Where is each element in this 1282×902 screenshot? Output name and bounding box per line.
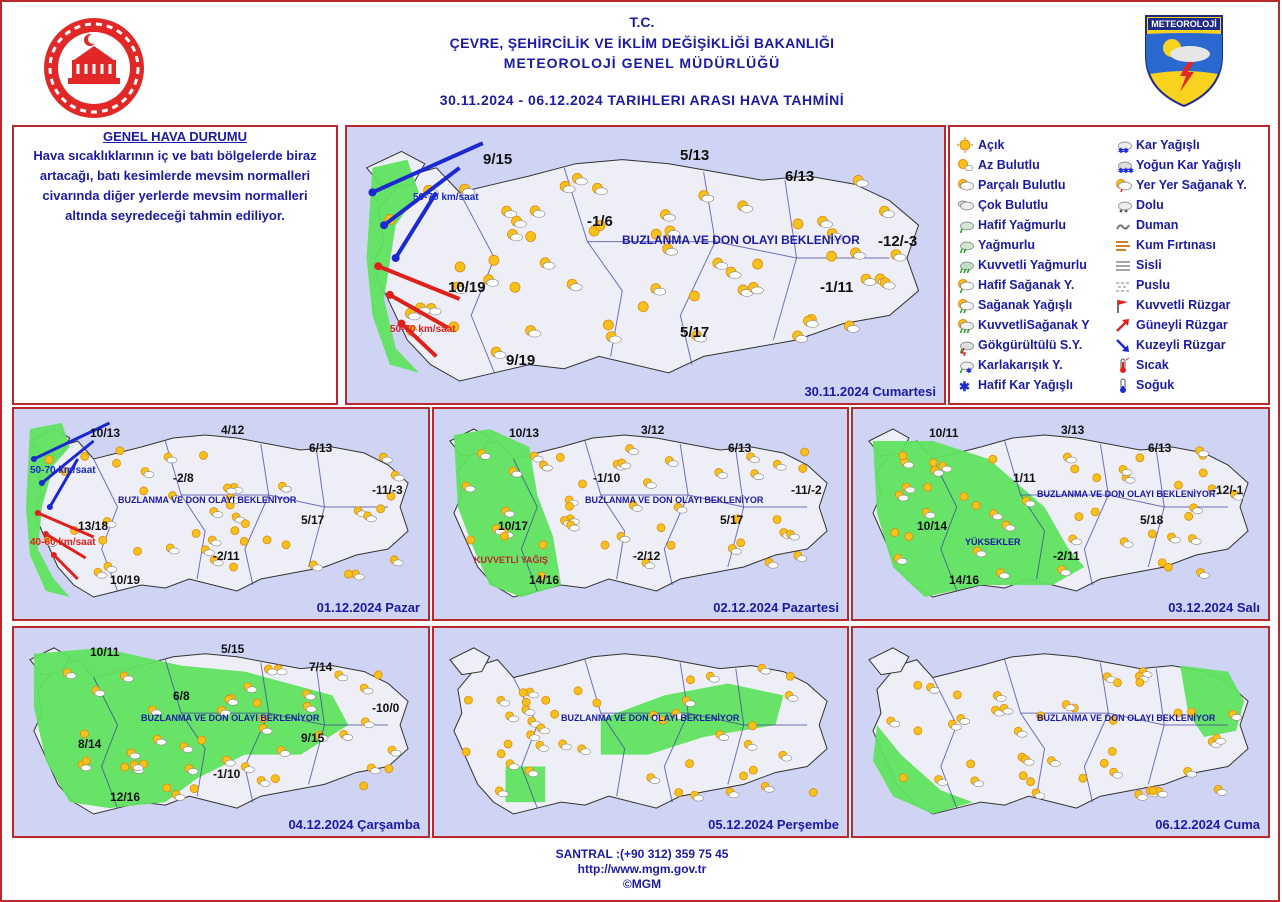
legend-item bbox=[1114, 135, 1274, 155]
legend-label: Parçalı Bulutlu bbox=[978, 178, 1066, 192]
svg-text:✱: ✱ bbox=[1128, 168, 1134, 175]
map-date-label: 30.11.2024 Cumartesi bbox=[804, 384, 936, 399]
legend-item bbox=[956, 275, 1106, 295]
partly-cloudy-icon bbox=[99, 536, 107, 544]
temperature-label: 14/16 bbox=[529, 573, 560, 587]
legend-item bbox=[1114, 375, 1274, 395]
map-date-label: 06.12.2024 Cuma bbox=[1155, 817, 1260, 832]
forecast-map-day1 bbox=[12, 407, 430, 621]
svg-text:✱: ✱ bbox=[1118, 168, 1124, 175]
map-date-label: 01.12.2024 Pazar bbox=[316, 600, 420, 615]
partly-cloudy-icon bbox=[263, 536, 271, 544]
temperature-label: -2/12 bbox=[633, 549, 661, 563]
partly-cloudy-icon bbox=[899, 452, 907, 460]
partly-cloudy-icon bbox=[134, 547, 142, 555]
map-extra-note: YÜKSEKLER bbox=[965, 537, 1021, 547]
sun-icon bbox=[1071, 465, 1079, 473]
temperature-label: 7/14 bbox=[309, 660, 333, 674]
legend-item bbox=[1114, 275, 1274, 295]
legend-label: Karlakarışık Y. bbox=[978, 358, 1063, 372]
temperature-label: 6/13 bbox=[728, 441, 752, 455]
temperature-label: 12/16 bbox=[110, 790, 141, 804]
legend-label: Sisli bbox=[1136, 258, 1162, 272]
sun-icon bbox=[749, 766, 757, 774]
legend-label: Dolu bbox=[1136, 198, 1164, 212]
header-forecast-range: 30.11.2024 - 06.12.2024 TARIHLERI ARASI HAVA TAHMİNİ bbox=[439, 92, 845, 108]
north-wind-speed: 50-70 km/saat bbox=[30, 465, 96, 476]
legend-item bbox=[956, 375, 1106, 395]
partly-cloudy-icon bbox=[240, 537, 248, 545]
temperature-label: 10/14 bbox=[917, 519, 948, 533]
svg-text:✱: ✱ bbox=[1118, 148, 1124, 155]
header-directorate: METEOROLOJİ GENEL MÜDÜRLÜĞÜ bbox=[503, 55, 781, 71]
temperature-label: -2/11 bbox=[213, 549, 240, 563]
legend-label: Soğuk bbox=[1136, 378, 1175, 392]
heavy-rain-icon bbox=[956, 257, 974, 273]
partly-cloudy-icon bbox=[526, 232, 536, 242]
temperature-label: 6/13 bbox=[309, 441, 333, 455]
partly-cloudy-icon bbox=[827, 251, 837, 261]
frost-warning-note: BUZLANMA VE DON OLAYI BEKLENİYOR bbox=[561, 713, 740, 723]
temperature-label: 5/17 bbox=[680, 324, 710, 341]
partly-cloudy-icon bbox=[116, 447, 124, 455]
legend-label: Kar Yağışlı bbox=[1136, 138, 1200, 152]
map-canvas bbox=[347, 127, 944, 403]
partly-cloudy-icon bbox=[556, 453, 564, 461]
temperature-label: 5/17 bbox=[720, 513, 744, 527]
sun-icon bbox=[489, 255, 499, 265]
general-weather-text: Hava sıcaklıklarının iç ve batı bölgelerde biraz artacağı, batı kesimlerde mevsim normalleri civarında diğer yerlerde mevsim normalleri altında seyredeceği tahmin ediliyor. bbox=[33, 148, 317, 223]
map-date-label: 05.12.2024 Perşembe bbox=[708, 817, 839, 832]
sun-icon bbox=[455, 262, 465, 272]
temperature-label: 10/19 bbox=[448, 279, 486, 296]
legend-item bbox=[956, 135, 1106, 155]
temperature-label: -1/10 bbox=[593, 471, 621, 485]
sun-icon bbox=[230, 563, 238, 571]
temperature-label: 1/11 bbox=[1013, 471, 1036, 485]
temperature-label: 10/11 bbox=[929, 426, 959, 440]
partly-cloudy-icon bbox=[81, 452, 89, 460]
sun-icon bbox=[199, 451, 207, 459]
legend-item bbox=[1114, 295, 1274, 315]
partly-cloudy-icon bbox=[1027, 778, 1035, 786]
partly-cloudy-icon bbox=[360, 782, 368, 790]
legend-item bbox=[956, 295, 1106, 315]
temperature-label: 10/13 bbox=[509, 426, 540, 440]
sun-icon bbox=[667, 541, 675, 549]
temperature-label: 3/12 bbox=[641, 423, 665, 437]
temperature-label: -11/-3 bbox=[372, 483, 403, 497]
sun-icon bbox=[1136, 678, 1144, 686]
sun-icon bbox=[914, 681, 922, 689]
legend-label: Hafif Yağmurlu bbox=[978, 218, 1066, 232]
partly-cloudy-icon bbox=[519, 689, 527, 697]
sun-icon bbox=[1108, 747, 1116, 755]
legend-label: Duman bbox=[1136, 218, 1179, 232]
legend-item bbox=[956, 255, 1106, 275]
sun-icon bbox=[1174, 481, 1182, 489]
partly-cloudy-icon bbox=[686, 760, 694, 768]
south-wind-icon bbox=[1114, 317, 1132, 333]
sun-icon bbox=[740, 772, 748, 780]
temperature-label: 10/17 bbox=[498, 519, 529, 533]
temperature-label: 6/8 bbox=[173, 689, 190, 703]
legend-item bbox=[1114, 175, 1274, 195]
temperature-label: 10/11 bbox=[90, 645, 120, 659]
legend-item bbox=[1114, 215, 1274, 235]
temperature-label: 10/19 bbox=[110, 573, 141, 587]
frost-warning-note: BUZLANMA VE DON OLAYI BEKLENİYOR bbox=[141, 713, 320, 723]
light-snow-icon bbox=[956, 377, 974, 393]
temperature-label: -12/-3 bbox=[878, 233, 918, 250]
sun-small-cloud-icon bbox=[956, 157, 974, 173]
cold-icon bbox=[1114, 377, 1132, 393]
map-extra-note: KUVVETLİ YAĞIŞ bbox=[474, 555, 549, 565]
temperature-label: -10/0 bbox=[372, 701, 400, 715]
partly-cloudy-icon bbox=[497, 750, 505, 758]
partly-cloudy-icon bbox=[163, 784, 171, 792]
partly-cloudy-icon bbox=[1185, 512, 1193, 520]
legend-label: Kuvvetli Rüzgar bbox=[1136, 298, 1231, 312]
legend-label: Sıcak bbox=[1136, 358, 1169, 372]
forecast-map-day0 bbox=[345, 125, 946, 405]
svg-text:✱: ✱ bbox=[966, 368, 972, 375]
temperature-label: 4/12 bbox=[221, 423, 245, 437]
sun-icon bbox=[198, 736, 206, 744]
legend-item bbox=[956, 235, 1106, 255]
legend-item bbox=[956, 335, 1106, 355]
legend-item bbox=[956, 195, 1106, 215]
sun-icon bbox=[1079, 774, 1087, 782]
legend-label: Puslu bbox=[1136, 278, 1171, 292]
header-ministry: ÇEVRE, ŞEHİRCİLİK VE İKLİM DEĞİŞİKLİĞİ BAKANLIĞI bbox=[449, 35, 835, 51]
temperature-label: -1/11 bbox=[820, 279, 854, 296]
partly-cloudy-icon bbox=[1149, 787, 1157, 795]
sun-icon bbox=[737, 539, 745, 547]
sun-icon bbox=[638, 302, 648, 312]
sun-icon bbox=[687, 676, 695, 684]
temperature-label: 5/17 bbox=[301, 513, 325, 527]
temperature-label: -11/-2 bbox=[791, 483, 822, 497]
temperature-label: 10/13 bbox=[90, 426, 121, 440]
map-date-label: 02.12.2024 Pazartesi bbox=[713, 600, 839, 615]
sun-icon bbox=[1019, 772, 1027, 780]
temperature-label: 5/13 bbox=[680, 147, 710, 164]
forecast-map-day4 bbox=[12, 626, 430, 838]
legend-label: Az Bulutlu bbox=[978, 158, 1040, 172]
partly-cloudy-icon bbox=[657, 524, 665, 532]
frost-warning-note: BUZLANMA VE DON OLAYI BEKLENİYOR bbox=[1037, 489, 1216, 499]
legend-label: Kum Fırtınası bbox=[1136, 238, 1216, 252]
partly-cloudy-icon bbox=[956, 177, 974, 193]
header-tc: T.C. bbox=[629, 14, 655, 30]
temperature-label: 13/18 bbox=[78, 519, 109, 533]
legend-label: Kuvvetli Yağmurlu bbox=[978, 258, 1087, 272]
partly-cloudy-icon bbox=[282, 541, 290, 549]
sun-icon bbox=[231, 527, 239, 535]
sun-icon bbox=[914, 727, 922, 735]
sun-icon bbox=[551, 710, 559, 718]
sun-icon bbox=[522, 698, 530, 706]
sandstorm-icon bbox=[1114, 237, 1132, 253]
logo-text: METEOROLOJİ bbox=[1151, 19, 1217, 29]
cloudy-icon bbox=[956, 197, 974, 213]
partly-cloudy-icon bbox=[1091, 508, 1099, 516]
sun-icon bbox=[989, 455, 997, 463]
frost-warning-note: BUZLANMA VE DON OLAYI BEKLENİYOR bbox=[622, 233, 860, 247]
map-canvas bbox=[434, 409, 847, 619]
sun-icon bbox=[929, 459, 937, 467]
heavy-snow-icon bbox=[1114, 157, 1132, 173]
legend-item bbox=[1114, 355, 1274, 375]
sleet-icon bbox=[956, 357, 974, 373]
sun-icon bbox=[891, 529, 899, 537]
general-weather-panel bbox=[12, 125, 338, 405]
legend-item bbox=[1114, 235, 1274, 255]
legend-label: Yoğun Kar Yağışlı bbox=[1136, 158, 1242, 172]
sun-icon bbox=[82, 757, 90, 765]
map-date-label: 04.12.2024 Çarşamba bbox=[288, 817, 420, 832]
south-wind-speed: 50-70 km/saat bbox=[390, 324, 456, 335]
frost-warning-note: BUZLANMA VE DON OLAYI BEKLENİYOR bbox=[585, 495, 764, 505]
sun-icon bbox=[773, 515, 781, 523]
partly-cloudy-icon bbox=[799, 465, 807, 473]
general-weather-title: GENEL HAVA DURUMU bbox=[103, 129, 247, 144]
partly-cloudy-icon bbox=[539, 541, 547, 549]
sun-icon bbox=[542, 696, 550, 704]
legend-item bbox=[1114, 335, 1274, 355]
sun-icon bbox=[956, 137, 974, 153]
partly-cloudy-icon bbox=[377, 505, 385, 513]
temperature-label: -1/6 bbox=[587, 213, 613, 230]
sun-icon bbox=[140, 487, 148, 495]
forecast-map-day6 bbox=[851, 626, 1270, 838]
legend-label: Hafif Kar Yağışlı bbox=[978, 378, 1073, 392]
map-canvas bbox=[853, 409, 1268, 619]
partly-cloudy-icon bbox=[500, 532, 508, 540]
sun-icon bbox=[967, 760, 975, 768]
legend-label: Hafif Sağanak Y. bbox=[978, 278, 1075, 292]
temperature-label: 6/13 bbox=[1148, 441, 1172, 455]
partly-cloudy-icon bbox=[960, 492, 968, 500]
partly-cloudy-icon bbox=[464, 696, 472, 704]
sun-icon bbox=[190, 785, 198, 793]
temperature-label: 14/16 bbox=[949, 573, 980, 587]
partly-cloudy-icon bbox=[1100, 759, 1108, 767]
legend-item bbox=[1114, 255, 1274, 275]
sun-icon bbox=[689, 291, 699, 301]
forecast-map-day5 bbox=[432, 626, 849, 838]
legend-item bbox=[956, 315, 1106, 335]
partly-cloudy-icon bbox=[753, 259, 763, 269]
thunderstorm-icon bbox=[956, 337, 974, 353]
sun-icon bbox=[801, 448, 809, 456]
rain-icon bbox=[956, 237, 974, 253]
partly-cloudy-icon bbox=[809, 788, 817, 796]
legend-panel bbox=[948, 125, 1270, 405]
legend-label: Güneyli Rüzgar bbox=[1136, 318, 1228, 332]
sun-icon bbox=[953, 691, 961, 699]
partly-cloudy-icon bbox=[504, 740, 512, 748]
partly-cloudy-icon bbox=[112, 459, 120, 467]
legend-item bbox=[956, 355, 1106, 375]
forecast-map-day3 bbox=[851, 407, 1270, 621]
partly-cloudy-icon bbox=[1148, 530, 1156, 538]
partly-cloudy-icon bbox=[593, 699, 601, 707]
legend-item bbox=[956, 215, 1106, 235]
temperature-label: 6/13 bbox=[785, 168, 815, 185]
legend-item bbox=[1114, 315, 1274, 335]
partly-cloudy-icon bbox=[899, 774, 907, 782]
light-shower-icon bbox=[956, 277, 974, 293]
temperature-label: 3/13 bbox=[1061, 423, 1085, 437]
legend-item bbox=[956, 155, 1106, 175]
shower-icon bbox=[956, 297, 974, 313]
north-wind-speed: 50-70 km/saat bbox=[413, 192, 479, 203]
mist-icon bbox=[1114, 277, 1132, 293]
partly-cloudy-icon bbox=[1113, 679, 1121, 687]
sun-icon bbox=[565, 502, 573, 510]
temperature-label: -2/8 bbox=[173, 471, 194, 485]
partly-cloudy-icon bbox=[1093, 474, 1101, 482]
map-canvas bbox=[853, 628, 1268, 836]
partly-cloudy-icon bbox=[972, 501, 980, 509]
hail-icon bbox=[1114, 197, 1132, 213]
heavy-shower-icon bbox=[956, 317, 974, 333]
sun-icon bbox=[462, 748, 470, 756]
map-date-label: 03.12.2024 Salı bbox=[1168, 600, 1260, 615]
sun-icon bbox=[1075, 513, 1083, 521]
sun-icon bbox=[510, 282, 520, 292]
legend-label: KuvvetliSağanak Y bbox=[978, 318, 1090, 332]
legend-grid bbox=[956, 135, 1264, 395]
legend-label: Açık bbox=[978, 138, 1005, 152]
strong-wind-icon bbox=[1114, 297, 1132, 313]
legend-label: Kuzeyli Rüzgar bbox=[1136, 338, 1226, 352]
sun-icon bbox=[574, 687, 582, 695]
temperature-label: 9/15 bbox=[301, 731, 325, 745]
footer-copyright: ©MGM bbox=[622, 877, 662, 891]
legend-item bbox=[1114, 195, 1274, 215]
temperature-label: 5/18 bbox=[1140, 513, 1164, 527]
sun-icon bbox=[271, 775, 279, 783]
map-canvas bbox=[14, 409, 428, 619]
partly-cloudy-icon bbox=[749, 722, 757, 730]
temperature-label: 5/15 bbox=[221, 642, 245, 656]
forecast-map-day2 bbox=[432, 407, 849, 621]
legend-item bbox=[956, 175, 1106, 195]
temperature-label: -1/10 bbox=[213, 767, 241, 781]
hot-icon bbox=[1114, 357, 1132, 373]
map-canvas bbox=[14, 628, 428, 836]
sun-icon bbox=[675, 788, 683, 796]
partly-cloudy-icon bbox=[1164, 563, 1172, 571]
temperature-label: 9/19 bbox=[506, 352, 536, 369]
footer-website-link[interactable]: http://www.mgm.gov.tr bbox=[577, 862, 707, 876]
legend-label: Yer Yer Sağanak Y. bbox=[1136, 178, 1247, 192]
legend-label: Sağanak Yağışlı bbox=[978, 298, 1073, 312]
partly-cloudy-icon bbox=[385, 765, 393, 773]
light-rain-icon bbox=[956, 217, 974, 233]
sun-icon bbox=[192, 529, 200, 537]
north-wind-icon bbox=[1114, 337, 1132, 353]
local-shower-icon bbox=[1114, 177, 1132, 193]
partly-cloudy-icon bbox=[374, 671, 382, 679]
map-canvas bbox=[434, 628, 847, 836]
partly-cloudy-icon bbox=[579, 480, 587, 488]
sun-icon bbox=[905, 532, 913, 540]
svg-text:✱: ✱ bbox=[1123, 148, 1129, 155]
legend-item bbox=[1114, 155, 1274, 175]
temperature-label: 9/15 bbox=[483, 151, 513, 168]
partly-cloudy-icon bbox=[601, 541, 609, 549]
frost-warning-note: BUZLANMA VE DON OLAYI BEKLENİYOR bbox=[118, 495, 297, 505]
sun-icon bbox=[924, 483, 932, 491]
partly-cloudy-icon bbox=[253, 699, 261, 707]
sun-icon bbox=[121, 763, 129, 771]
legend-label: Gökgürültülü S.Y. bbox=[978, 338, 1083, 352]
sun-icon bbox=[467, 536, 475, 544]
partly-cloudy-icon bbox=[1199, 469, 1207, 477]
footer-phone: SANTRAL :(+90 312) 359 75 45 bbox=[555, 847, 729, 861]
partly-cloudy-icon bbox=[241, 520, 249, 528]
snow-cloud-icon bbox=[1114, 137, 1132, 153]
sun-icon bbox=[1136, 454, 1144, 462]
svg-text:✱: ✱ bbox=[959, 379, 970, 394]
sun-icon bbox=[786, 672, 794, 680]
south-wind-speed: 40-60 km/saat bbox=[30, 537, 96, 548]
svg-text:✱: ✱ bbox=[1123, 168, 1129, 175]
smoke-icon bbox=[1114, 217, 1132, 233]
partly-cloudy-icon bbox=[344, 570, 352, 578]
frost-warning-note: BUZLANMA VE DON OLAYI BEKLENİYOR bbox=[1037, 713, 1216, 723]
legend-label: Çok Bulutlu bbox=[978, 198, 1049, 212]
temperature-label: -12/-1 bbox=[1212, 483, 1244, 497]
temperature-label: 8/14 bbox=[78, 737, 102, 751]
fog-icon bbox=[1114, 257, 1132, 273]
sun-icon bbox=[603, 320, 613, 330]
partly-cloudy-icon bbox=[793, 219, 803, 229]
legend-label: Yağmurlu bbox=[978, 238, 1035, 252]
partly-cloudy-icon bbox=[45, 456, 53, 464]
temperature-label: -2/11 bbox=[1053, 549, 1080, 563]
